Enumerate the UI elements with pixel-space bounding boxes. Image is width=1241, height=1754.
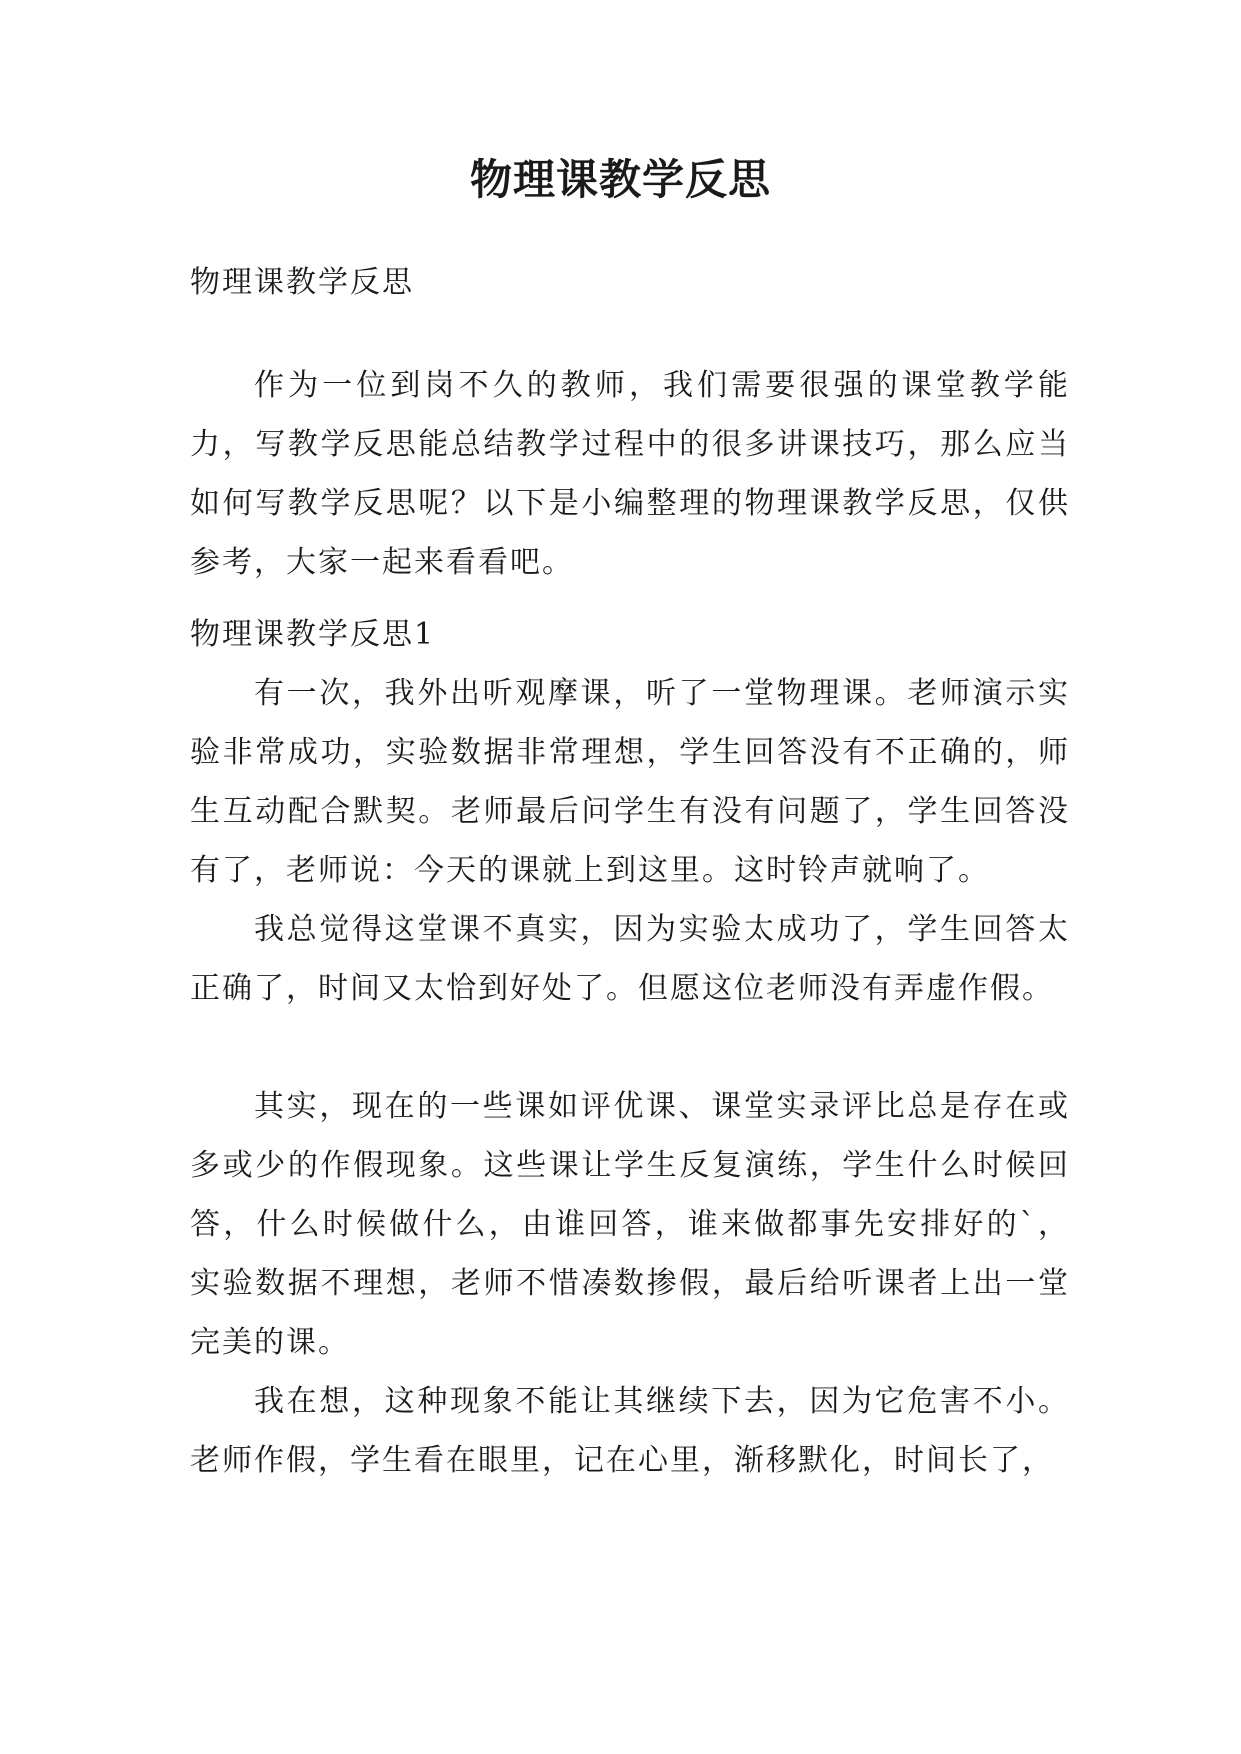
body-paragraph: 我总觉得这堂课不真实，因为实验太成功了，学生回答太正确了，时间又太恰到好处了。但愿这位老师没有弄虚作假。 [190,912,1070,1006]
document-subtitle: 物理课教学反思 [190,265,414,300]
document-title: 物理课教学反思 [469,155,771,204]
body-paragraph: 我在想，这种现象不能让其继续下去，因为它危害不小。老师作假，学生看在眼里，记在心里，渐移默化，时间长了， [190,1384,1070,1478]
body-paragraph: 有一次，我外出听观摩课，听了一堂物理课。老师演示实验非常成功，实验数据非常理想，学生回答没有不正确的，师生互动配合默契。老师最后问学生有没有问题了，学生回答没有了，老师说：今天的课就上到这里。这时铃声就响了。 [190,676,1070,888]
section-heading: 物理课教学反思1 [190,617,436,652]
body-paragraph: 其实，现在的一些课如评优课、课堂实录评比总是存在或多或少的作假现象。这些课让学生反复演练，学生什么时候回答，什么时候做什么，由谁回答，谁来做都事先安排好的`，实验数据不理想，老师不惜凑数掺假，最后给听课者上出一堂完美的课。 [190,1089,1070,1360]
intro-paragraph: 作为一位到岗不久的教师，我们需要很强的课堂教学能力，写教学反思能总结教学过程中的很多讲课技巧，那么应当如何写教学反思呢？以下是小编整理的物理课教学反思，仅供参考，大家一起来看看吧。 [190,368,1070,580]
